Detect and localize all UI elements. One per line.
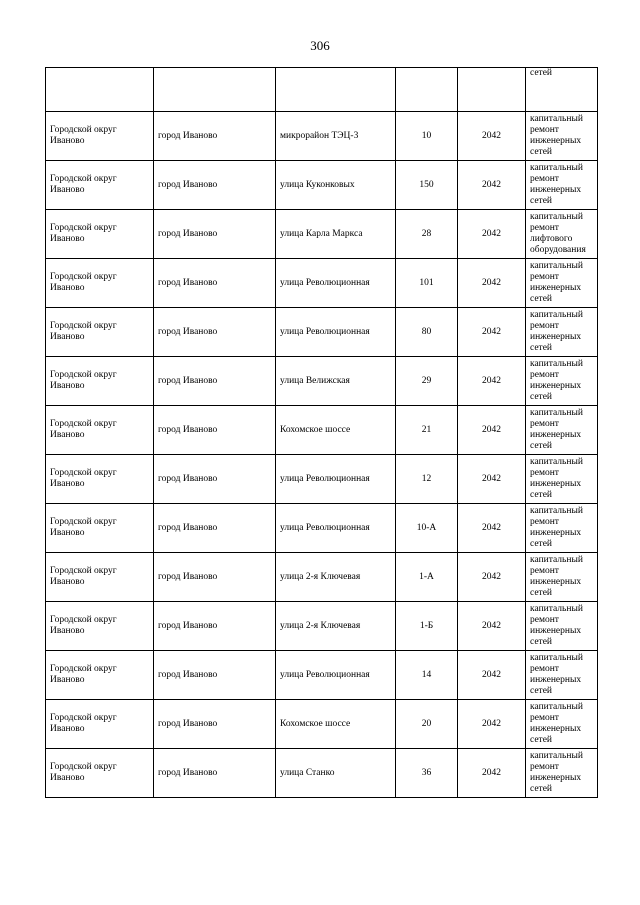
cell-settlement: город Иваново bbox=[154, 651, 276, 700]
cell-work-type: капитальный ремонт инженерных сетей bbox=[526, 504, 598, 553]
cell-street: улица 2-я Ключевая bbox=[276, 602, 396, 651]
cell-house: 29 bbox=[396, 357, 458, 406]
cell-year bbox=[458, 68, 526, 112]
cell-municipality: Городской округ Иваново bbox=[46, 112, 154, 161]
cell-year: 2042 bbox=[458, 357, 526, 406]
cell-municipality: Городской округ Иваново bbox=[46, 651, 154, 700]
cell-house: 21 bbox=[396, 406, 458, 455]
table-body bbox=[46, 68, 598, 798]
cell-street: улица Карла Маркса bbox=[276, 210, 396, 259]
cell-house: 1-А bbox=[396, 553, 458, 602]
cell-year: 2042 bbox=[458, 210, 526, 259]
table-row bbox=[46, 455, 598, 504]
cell-settlement: город Иваново bbox=[154, 161, 276, 210]
table-row bbox=[46, 651, 598, 700]
cell-municipality bbox=[46, 68, 154, 112]
cell-street: улица Революционная bbox=[276, 308, 396, 357]
cell-year: 2042 bbox=[458, 553, 526, 602]
cell-settlement: город Иваново bbox=[154, 553, 276, 602]
cell-year: 2042 bbox=[458, 308, 526, 357]
cell-settlement: город Иваново bbox=[154, 112, 276, 161]
cell-street: улица Революционная bbox=[276, 455, 396, 504]
cell-work-type: капитальный ремонт инженерных сетей bbox=[526, 406, 598, 455]
cell-work-type: капитальный ремонт инженерных сетей bbox=[526, 749, 598, 798]
cell-house: 80 bbox=[396, 308, 458, 357]
cell-settlement: город Иваново bbox=[154, 749, 276, 798]
cell-settlement: город Иваново bbox=[154, 504, 276, 553]
cell-work-type: капитальный ремонт инженерных сетей bbox=[526, 553, 598, 602]
cell-work-type: капитальный ремонт инженерных сетей bbox=[526, 161, 598, 210]
cell-street: улица Станко bbox=[276, 749, 396, 798]
housing-repair-table bbox=[45, 67, 598, 798]
cell-house: 20 bbox=[396, 700, 458, 749]
cell-house: 12 bbox=[396, 455, 458, 504]
cell-street bbox=[276, 68, 396, 112]
cell-work-type: капитальный ремонт инженерных сетей bbox=[526, 357, 598, 406]
cell-street: улица Революционная bbox=[276, 259, 396, 308]
cell-municipality: Городской округ Иваново bbox=[46, 553, 154, 602]
cell-work-type: сетей bbox=[526, 68, 598, 112]
cell-settlement: город Иваново bbox=[154, 406, 276, 455]
cell-year: 2042 bbox=[458, 455, 526, 504]
table-row bbox=[46, 210, 598, 259]
cell-work-type: капитальный ремонт инженерных сетей bbox=[526, 602, 598, 651]
cell-year: 2042 bbox=[458, 259, 526, 308]
cell-house bbox=[396, 68, 458, 112]
cell-house: 101 bbox=[396, 259, 458, 308]
cell-municipality: Городской округ Иваново bbox=[46, 504, 154, 553]
cell-municipality: Городской округ Иваново bbox=[46, 749, 154, 798]
page-number: 306 bbox=[310, 38, 330, 53]
cell-municipality: Городской округ Иваново bbox=[46, 700, 154, 749]
table-row bbox=[46, 357, 598, 406]
cell-work-type: капитальный ремонт инженерных сетей bbox=[526, 455, 598, 504]
table-row bbox=[46, 749, 598, 798]
table-row bbox=[46, 406, 598, 455]
cell-year: 2042 bbox=[458, 406, 526, 455]
table-row bbox=[46, 504, 598, 553]
cell-year: 2042 bbox=[458, 602, 526, 651]
table-row-continuation bbox=[46, 68, 598, 112]
cell-municipality: Городской округ Иваново bbox=[46, 259, 154, 308]
cell-work-type: капитальный ремонт инженерных сетей bbox=[526, 308, 598, 357]
cell-municipality: Городской округ Иваново bbox=[46, 406, 154, 455]
cell-house: 10 bbox=[396, 112, 458, 161]
cell-municipality: Городской округ Иваново bbox=[46, 455, 154, 504]
cell-work-type: капитальный ремонт инженерных сетей bbox=[526, 112, 598, 161]
cell-work-type: капитальный ремонт инженерных сетей bbox=[526, 651, 598, 700]
table-row bbox=[46, 259, 598, 308]
cell-street: микрорайон ТЭЦ-3 bbox=[276, 112, 396, 161]
cell-municipality: Городской округ Иваново bbox=[46, 308, 154, 357]
cell-house: 14 bbox=[396, 651, 458, 700]
cell-settlement: город Иваново bbox=[154, 700, 276, 749]
cell-settlement: город Иваново bbox=[154, 357, 276, 406]
cell-municipality: Городской округ Иваново bbox=[46, 161, 154, 210]
cell-year: 2042 bbox=[458, 749, 526, 798]
cell-street: Кохомское шоссе bbox=[276, 700, 396, 749]
table-row bbox=[46, 161, 598, 210]
cell-settlement: город Иваново bbox=[154, 455, 276, 504]
cell-year: 2042 bbox=[458, 161, 526, 210]
cell-year: 2042 bbox=[458, 651, 526, 700]
cell-work-type: капитальный ремонт инженерных сетей bbox=[526, 700, 598, 749]
cell-street: улица Куконковых bbox=[276, 161, 396, 210]
table-row bbox=[46, 602, 598, 651]
cell-work-type: капитальный ремонт инженерных сетей bbox=[526, 259, 598, 308]
cell-work-type: капитальный ремонт лифтового оборудования bbox=[526, 210, 598, 259]
cell-house: 36 bbox=[396, 749, 458, 798]
cell-municipality: Городской округ Иваново bbox=[46, 210, 154, 259]
cell-settlement: город Иваново bbox=[154, 259, 276, 308]
cell-settlement: город Иваново bbox=[154, 308, 276, 357]
cell-settlement: город Иваново bbox=[154, 602, 276, 651]
cell-house: 10-А bbox=[396, 504, 458, 553]
cell-municipality: Городской округ Иваново bbox=[46, 357, 154, 406]
cell-year: 2042 bbox=[458, 112, 526, 161]
cell-street: улица Революционная bbox=[276, 651, 396, 700]
cell-street: Кохомское шоссе bbox=[276, 406, 396, 455]
cell-street: улица Революционная bbox=[276, 504, 396, 553]
cell-house: 1-Б bbox=[396, 602, 458, 651]
table-row bbox=[46, 112, 598, 161]
cell-year: 2042 bbox=[458, 700, 526, 749]
cell-house: 28 bbox=[396, 210, 458, 259]
table-row bbox=[46, 308, 598, 357]
table-row bbox=[46, 553, 598, 602]
cell-year: 2042 bbox=[458, 504, 526, 553]
cell-settlement bbox=[154, 68, 276, 112]
table-row bbox=[46, 700, 598, 749]
cell-municipality: Городской округ Иваново bbox=[46, 602, 154, 651]
cell-house: 150 bbox=[396, 161, 458, 210]
cell-street: улица Велижская bbox=[276, 357, 396, 406]
cell-street: улица 2-я Ключевая bbox=[276, 553, 396, 602]
cell-settlement: город Иваново bbox=[154, 210, 276, 259]
